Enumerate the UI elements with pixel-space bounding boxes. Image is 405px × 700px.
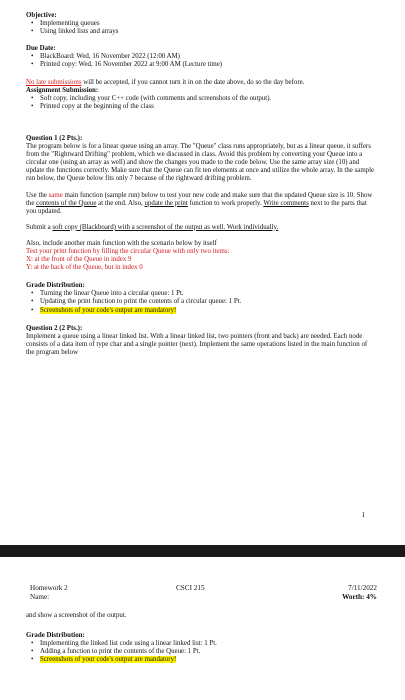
mandatory-screenshots-highlight: Screenshots of your code's output are mandatory! <box>40 656 177 664</box>
objective-list <box>26 20 376 36</box>
objective-heading: Objective: <box>26 12 57 19</box>
assignment-submission-item: • Soft copy, including your C++ code (with comments and screenshots of the output). <box>26 95 376 103</box>
grade-distribution-list <box>26 290 376 314</box>
question-1-body: The program below is for a linear queue using an array. The "Queue" class runs appropriately, but as a linear queue, it suffers from the "Rightward Drifting" problem, which we discussed in class. Avoid this problem by converting your Queue into a circular one (using an array as well) and show the changes you made to the code below. Use the same array size (10) and update the functions correctly. Make sure that the Queue can fit ten elements at once and utilize the whole array. In the sample run below, the Queue below fits only 7 because of the rightward drifting problem. <box>26 143 375 183</box>
page-1-content <box>26 12 376 357</box>
scenario-line: Y: at the back of the Queue, but in index 0 <box>26 264 143 272</box>
text-run: next to the parts that you updated. <box>26 199 367 215</box>
header-right <box>342 584 377 601</box>
same-emphasis: same <box>48 191 63 199</box>
late-policy-text: will be accepted, if you cannot turn it in on the date above, do so the day before. <box>81 78 305 86</box>
grade-item-highlight <box>26 307 376 315</box>
due-date-item: • Printed copy: Wed, 16 November 2022 at 9:00 AM (Lecture time) <box>26 61 376 69</box>
grade-distribution-list <box>26 640 376 664</box>
text-run: at the end. Also, <box>96 199 145 207</box>
grade-item-highlight <box>26 656 376 664</box>
question-2-heading: Question 2 (2 Pts.): <box>26 324 83 332</box>
soft-copy-emphasis: soft copy (Blackboard) with a screenshot of the output as well. Work individually. <box>52 223 279 231</box>
grade-item: • Adding a function to print the contents of the Queue: 1 Pt. <box>26 648 376 656</box>
grade-item: • Updating the print function to print the contents of a circular queue: 1 Pt. <box>26 298 376 306</box>
grade-item: • Turning the linear Queue into a circular queue: 1 Pt. <box>26 290 376 298</box>
scenario-intro: Also, include another main function with the scenario below by itself <box>26 239 217 247</box>
header-left <box>30 584 68 601</box>
mandatory-screenshots-highlight: Screenshots of your code's output are mandatory! <box>40 306 177 314</box>
question-2-body: Implement a queue using a linear linked list. With a linear linked list, two pointers (front and back) are needed. Each node consists of a data item of type char and a single pointer (next). Implement the same operations listed in the main function of the program below <box>26 332 368 356</box>
late-policy <box>26 79 376 87</box>
homework-title: Homework 2 <box>30 584 68 592</box>
late-policy-link[interactable]: No late submissions <box>26 78 82 86</box>
page-number: 1 <box>361 512 365 519</box>
grade-item: • Implementing the linked list code using a linear linked list: 1 Pt. <box>26 640 376 648</box>
due-date-heading: Due Date: <box>26 45 56 53</box>
due-date-list <box>26 53 376 69</box>
assignment-submission-item: • Printed copy at the beginning of the class <box>26 103 376 111</box>
grade-distribution-heading: Grade Distribution: <box>26 282 85 290</box>
page-divider <box>0 545 405 557</box>
scenario-line: Test your print function by filling the circular Queue with only two items: <box>26 247 230 255</box>
question-1-heading: Question 1 (2 Pts.): <box>26 134 83 142</box>
scenario-line: X: at the front of the Queue in index 9 <box>26 256 132 264</box>
assignment-submission-list <box>26 95 376 111</box>
document-page-2 <box>0 557 405 700</box>
continuation-text: and show a screenshot of the output. <box>26 612 127 619</box>
objective-item: • Using linked lists and arrays <box>26 28 376 36</box>
text-run: Use the <box>26 191 49 199</box>
update-print-emphasis: update the print <box>144 199 188 207</box>
submit-soft-copy-note <box>26 224 376 232</box>
assignment-submission-heading: Assignment Submission: <box>26 86 99 94</box>
objective-item: • Implementing queues <box>26 20 376 28</box>
contents-of-queue-emphasis: contents of the Queue <box>36 199 97 207</box>
question-1-instructions <box>26 192 376 216</box>
text-run: function to work properly. <box>187 199 264 207</box>
page-2-content <box>26 612 376 664</box>
course-code: CSCI 215 <box>176 584 205 592</box>
text-run: Submit a <box>26 223 53 231</box>
write-comments-emphasis: Write comments <box>263 199 309 207</box>
due-date-item: • BlackBoard: Wed, 16 November 2022 (12:00 AM) <box>26 53 376 61</box>
worth-text: Worth: 4% <box>342 592 377 601</box>
name-label: Name: <box>30 592 50 601</box>
text-run: main function (sample run) below to test your new code and make sure that the updated Queue size is 10. Show the <box>26 191 373 207</box>
grade-distribution-heading: Grade Distribution: <box>26 632 85 640</box>
date-text: 7/11/2022 <box>348 584 377 592</box>
